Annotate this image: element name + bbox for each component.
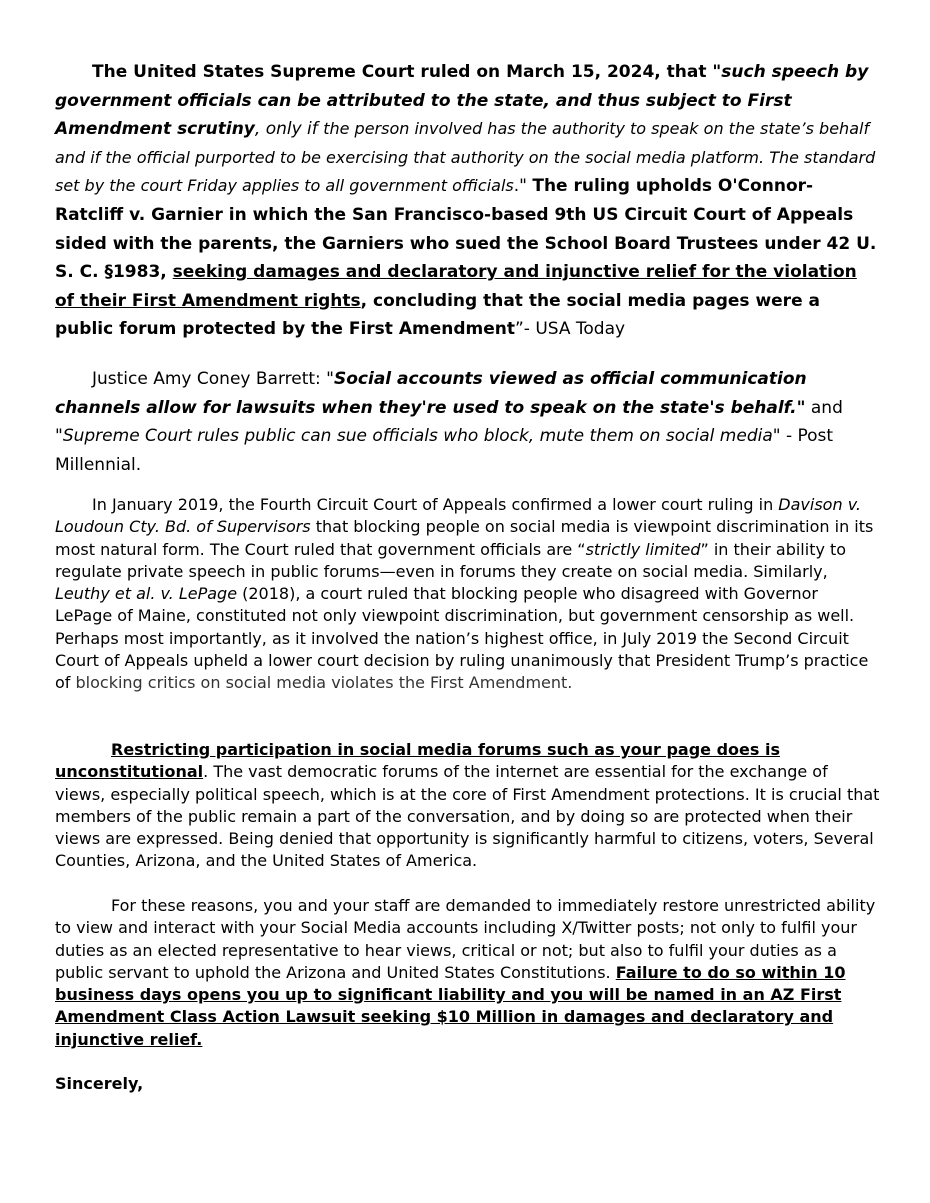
ruling-quote-bold: such speech by government officials can be attributed to the state, and thus subject to First Amendment scrutiny <box>55 62 869 140</box>
circuit-text-3: ” in their ability to regulate private speech in public forums—even in forums they create on social media. Similarly, <box>55 539 847 581</box>
unconstitutional-statement: Restricting participation in social media forums such as your page does is unconstitutional <box>55 740 780 782</box>
barrett-quote: Social accounts viewed as official communication channels allow for lawsuits when they're used to speak on the state's behalf. <box>55 369 807 418</box>
strictly-limited-phrase: strictly limited <box>585 539 701 559</box>
ruling-source: ”- USA Today <box>514 319 626 340</box>
barrett-connector: and " <box>55 397 843 447</box>
ruling-conclusion-text: , concluding that the social media pages were a public forum protected by the First Amendment <box>55 290 820 340</box>
closing-signoff: Sincerely, <box>55 1074 144 1093</box>
ruling-relief-underlined: seeking damages and declaratory and injunctive relief for the violation of their First Amendment rights <box>55 262 857 311</box>
ruling-upholds-text: The ruling upholds O'Connor-Ratcliff v. Garnier in which the San Francisco-based 9th US Circuit Court of Appeals sided with the parents, the Garniers who sued the School Board Trustees under 42 U. S. C. §1983, <box>55 176 877 283</box>
ruling-quote-connector: , only if <box>254 119 324 140</box>
democratic-forums-text: . The vast democratic forums of the internet are essential for the exchange of views, especially political speech, which is at the core of First Amendment protections. It is crucial that members of the public remain a part of the conversation, and by doing so are protected when their views are expressed. Being denied that opportunity is significantly harmful to citizens, voters, Several Counties, Arizona, and the United States of America. <box>55 762 880 871</box>
leuthy-case-name: Leuthy et al. v. LePage <box>55 584 238 604</box>
circuit-text-1: In January 2019, the Fourth Circuit Court of Appeals confirmed a lower court ruling in <box>92 495 779 514</box>
barrett-attribution: Justice Amy Coney Barrett: " <box>92 369 334 389</box>
supreme-court-ruling-paragraph <box>55 58 880 344</box>
circuit-text-2: that blocking people on social media is viewpoint discrimination in its most natural form. The Court ruled that government officials are “ <box>55 517 874 559</box>
circuit-court-paragraph <box>55 494 880 695</box>
trump-ruling-text: blocking critics on social media violates the First Amendment. <box>75 673 573 693</box>
liability-warning: Failure to do so within 10 business days opens you up to significant liability and you will be named in an AZ First Amendment Class Action Lawsuit seeking $10 Million in damages and declaratory and injunctive relief. <box>55 962 846 1049</box>
ruling-quote-close: ." <box>513 176 533 197</box>
circuit-text-4: (2018), a court ruled that blocking people who disagreed with Governor LePage of Maine, constituted not only viewpoint discrimination, but government censorship as well. Perhaps most importantly, as it involved the nation’s highest office, in July 2019 the Second Circuit Court of Appeals upheld a lower court decision by ruling unanimously that President Trump’s practice of <box>55 584 869 693</box>
davison-case-name: Davison v. Loudoun Cty. Bd. of Supervisors <box>55 495 861 537</box>
unconstitutional-paragraph <box>55 739 880 873</box>
ruling-quote-detail: the person involved has the authority to speak on the state’s behalf and if the official purported to be exercising that authority on the social media platform. The standard set by the court Friday applies to all government officials <box>55 119 876 196</box>
post-millennial-source: " - Post Millennial. <box>55 426 834 475</box>
barrett-quote-close: " <box>796 397 806 418</box>
post-millennial-headline: Supreme Court rules public can sue officials who block, mute them on social media <box>62 426 773 447</box>
demand-text: For these reasons, you and your staff are demanded to immediately restore unrestricted ability to view and interact with your Social Media accounts including X/Twitter posts; not only to fulfil your duties as an elected representative to hear views, critical or not; but also to fulfil your duties as a public servant to uphold the Arizona and United States Constitutions. <box>55 896 876 982</box>
ruling-intro-text: The United States Supreme Court ruled on March 15, 2024, that " <box>92 62 722 82</box>
demand-paragraph <box>55 895 880 1051</box>
barrett-quote-paragraph <box>55 365 880 479</box>
